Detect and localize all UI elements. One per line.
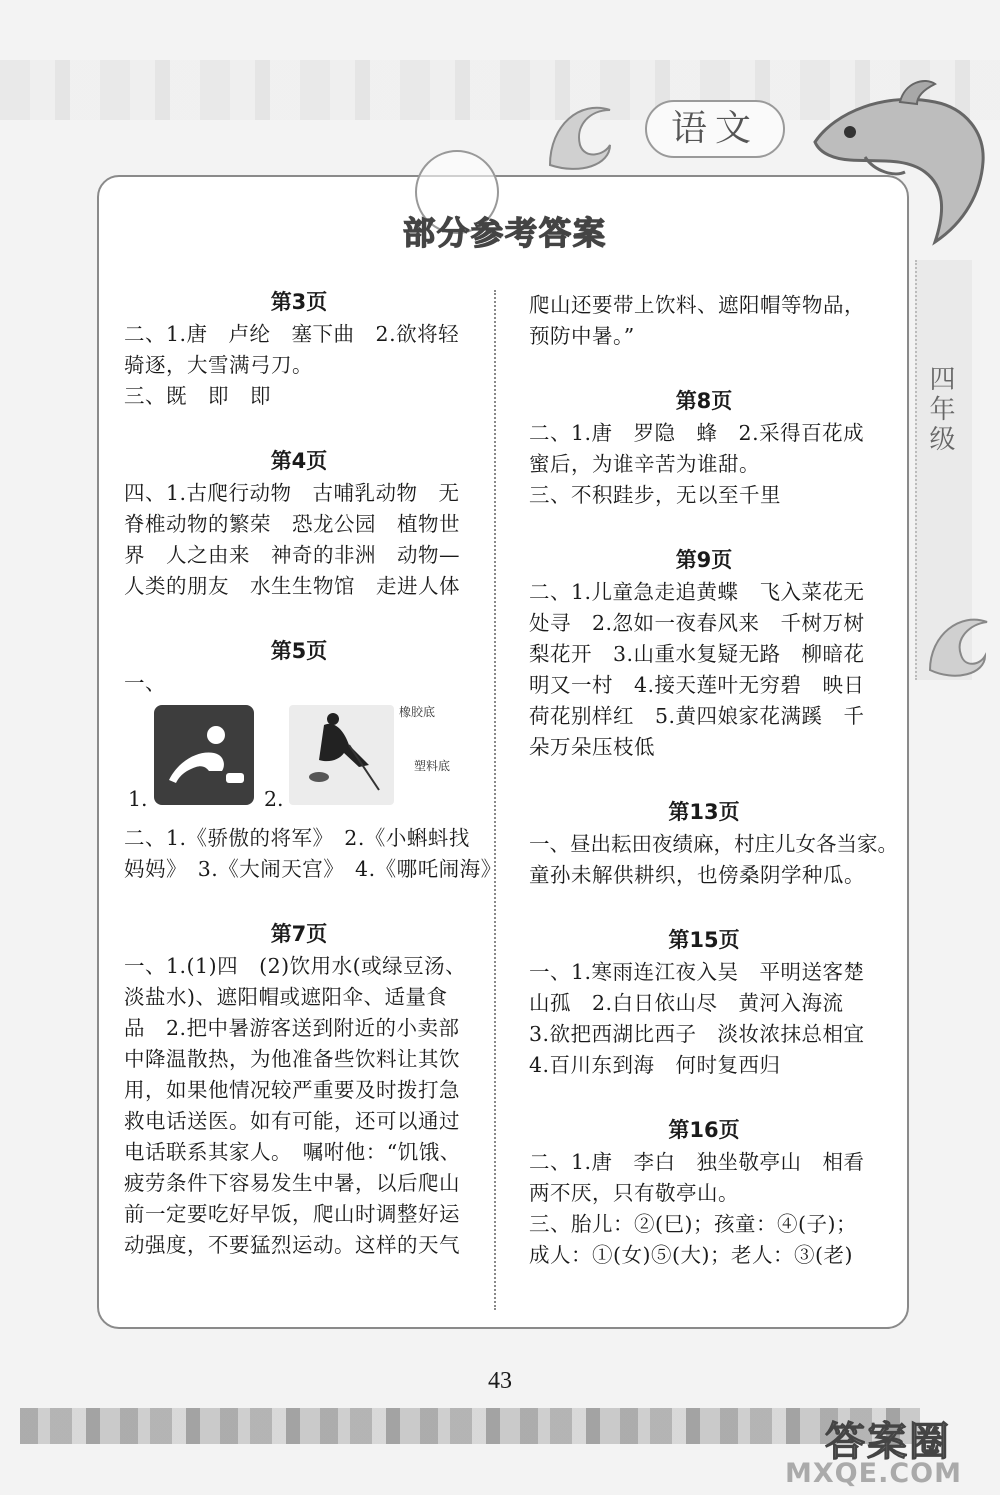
section-title: 第15页 [668,928,740,952]
answer-line: 明又一村 4.接天莲叶无穷碧 映日 [529,673,865,697]
left-column [124,285,502,1261]
section-title: 第8页 [675,389,733,413]
page-number: 43 [488,1368,512,1394]
figure-number: 1. [128,787,148,811]
answer-line: 界 人之由来 神奇的非洲 动物— [124,543,460,567]
answer-line: 成人：①(女)⑤(大)；老人：③(老) [529,1243,853,1267]
answer-line: 一、昼出耘田夜绩麻，村庄儿女各当家。 [529,832,898,856]
page-title: 部分参考答案 [402,214,607,252]
figure-label: 橡胶底 [399,705,436,719]
wave-decor-icon [540,95,630,175]
wave-decor-icon [925,610,995,680]
grade-char: 年 [929,395,956,425]
answer-line: 二、1.唐 卢纶 塞下曲 2.欲将轻 [124,322,460,346]
answer-line: 用，如果他情况较严重要及时拨打急 [124,1078,460,1102]
answer-line: 3.欲把西湖比西子 淡妆浓抹总相宜 [529,1022,865,1046]
answer-line: 人类的朋友 水生生物馆 走进人体 [124,574,460,598]
figure-label: 塑料底 [414,759,451,773]
answer-line: 一、1.(1)四 (2)饮用水(或绿豆汤、 [124,954,467,978]
answer-line: 二、1.唐 李白 独坐敬亭山 相看 [529,1150,865,1174]
answer-line: 四、1.古爬行动物 古哺乳动物 无 [124,481,460,505]
answer-line: 荷花别样红 5.黄四娘家花满蹊 千 [529,704,865,728]
answer-line: 救电话送医。如有可能，还可以通过 [124,1109,460,1133]
answer-line: 淡盐水)、遮阳帽或遮阳伞、适量食 [124,985,448,1009]
grade-char: 级 [929,425,956,455]
answer-line: 骑逐，大雪满弓刀。 [124,353,313,377]
answer-line: 二、1.《骄傲的将军》 2.《小蝌蚪找 [124,826,470,850]
answer-line: 4.百川东到海 何时复西归 [529,1053,781,1077]
watermark-logo: 答案圈 [825,1419,951,1465]
curling-photo [289,705,394,805]
answer-line: 脊椎动物的繁荣 恐龙公园 植物世 [124,512,460,536]
watermark-url: MXQE.COM [785,1458,962,1489]
column-divider [494,290,496,1310]
section-title: 第5页 [270,639,328,663]
grade-label [915,365,970,455]
section-title: 第4页 [270,449,328,473]
answer-line: 品 2.把中暑游客送到附近的小卖部 [124,1016,460,1040]
section-title: 第9页 [675,548,733,572]
answer-line: 二、1.唐 罗隐 蜂 2.采得百花成 [529,421,865,445]
section-title: 第13页 [668,800,740,824]
answer-line: 爬山还要带上饮料、遮阳帽等物品， [529,293,865,317]
answer-line: 动强度，不要猛烈运动。这样的天气 [124,1233,460,1257]
answer-line: 三、既 即 即 [124,384,271,408]
answer-line: 电话联系其家人。 嘱咐他：“饥饿、 [124,1140,461,1164]
grade-char: 四 [929,365,956,395]
subject-badge [645,100,785,158]
answer-line: 处寻 2.忽如一夜春风来 千树万树 [529,611,865,635]
section-title: 第3页 [270,290,328,314]
footer-decor-band [20,1408,920,1444]
answer-line: 疲劳条件下容易发生中暑，以后爬山 [124,1171,460,1195]
section-title: 第16页 [668,1118,740,1142]
answer-line: 梨花开 3.山重水复疑无路 柳暗花 [529,642,865,666]
right-column [529,290,898,1271]
answer-line: 中降温散热，为他准备些饮料让其饮 [124,1047,460,1071]
answer-line: 妈妈》 3.《大闹天宫》 4.《哪吒闹海》 [124,857,502,881]
section-title: 第7页 [270,922,328,946]
figure-number: 2. [264,787,284,811]
curling-pictogram [154,705,254,805]
answer-line: 童孙未解供耕织，也傍桑阴学种瓜。 [529,863,865,887]
answer-line: 一、1.寒雨连江夜入吴 平明送客楚 [529,960,865,984]
answer-line: 一、 [124,671,166,695]
answer-line: 三、不积跬步，无以至千里 [529,483,781,507]
curling-figures [124,705,474,823]
answer-line: 朵万朵压枝低 [529,735,655,759]
answer-line: 山孤 2.白日依山尽 黄河入海流 [529,991,844,1015]
answer-line: 三、胎儿：②(巳)；孩童：④(子)； [529,1212,857,1236]
answer-line: 两不厌，只有敬亭山。 [529,1181,739,1205]
answer-line: 蜜后，为谁辛苦为谁甜。 [529,452,760,476]
subject-label: 语文 [670,108,759,149]
answer-line: 预防中暑。” [529,324,635,348]
answer-line: 前一定要吃好早饭，爬山时调整好运 [124,1202,460,1226]
answer-line: 二、1.儿童急走追黄蝶 飞入菜花无 [529,580,865,604]
